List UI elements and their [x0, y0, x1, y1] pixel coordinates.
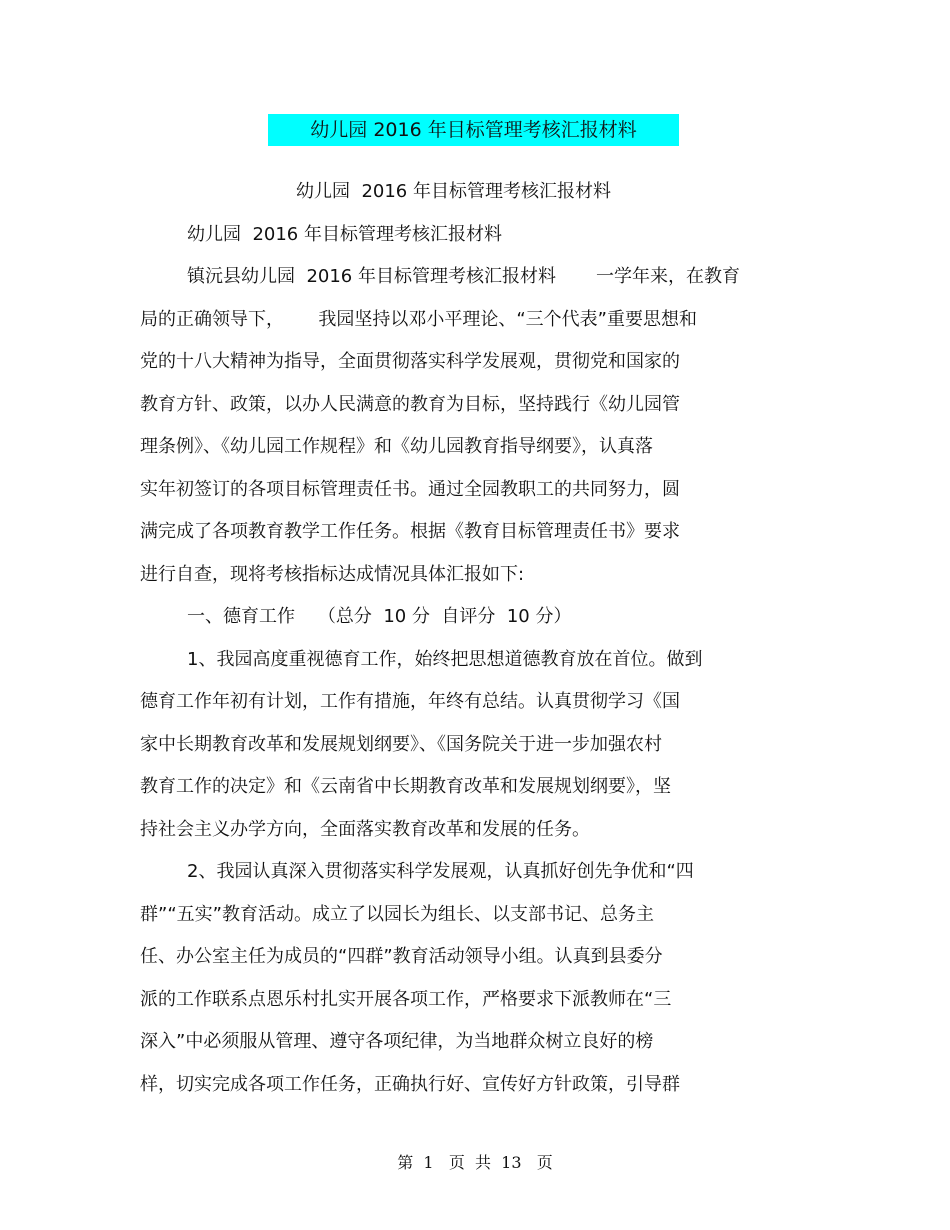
- body-line: 教育工作的决定》和《云南省中长期教育改革和发展规划纲要》，坚: [140, 776, 671, 797]
- body-line: 群”“五实”教育活动。成立了以园长为组长、以支部书记、总务主: [140, 904, 654, 925]
- body-line: 2、我园认真深入贯彻落实科学发展观，认真抓好创先争优和“四: [187, 861, 694, 882]
- body-line: 局的正确领导下， 我园坚持以邓小平理论、“三个代表”重要思想和: [140, 309, 697, 330]
- body-line: 持社会主义办学方向，全面落实教育改革和发展的任务。: [140, 819, 590, 840]
- body-line: 深入”中必须服从管理、遵守各项纪律，为当地群众树立良好的榜: [140, 1031, 654, 1052]
- body-line: 德育工作年初有计划，工作有措施，年终有总结。认真贯彻学习《国: [140, 691, 680, 712]
- body-line: 满完成了各项教育教学工作任务。根据《教育目标管理责任书》要求: [140, 521, 680, 542]
- body-line: 实年初签订的各项目标管理责任书。通过全园教职工的共同努力，圆: [140, 479, 680, 500]
- page-footer: 第 1 页 共 13 页: [397, 1153, 553, 1172]
- body-line: 教育方针、政策，以办人民满意的教育为目标，坚持践行《幼儿园管: [140, 394, 680, 415]
- heading: 幼儿园 2016 年目标管理考核汇报材料: [187, 224, 502, 245]
- body-line: 党的十八大精神为指导，全面贯彻落实科学发展观，贯彻党和国家的: [140, 351, 680, 372]
- body-line: 任、办公室主任为成员的“四群”教育活动领导小组。认真到县委分: [140, 946, 663, 967]
- subtitle: 幼儿园 2016 年目标管理考核汇报材料: [296, 181, 611, 202]
- highlighted-title: 幼儿园 2016 年目标管理考核汇报材料: [310, 119, 637, 141]
- body-line: 家中长期教育改革和发展规划纲要》、《国务院关于进一步加强农村: [140, 734, 662, 755]
- body-line: 1、我园高度重视德育工作，始终把思想道德教育放在首位。做到: [187, 649, 703, 670]
- body-line: 镇沅县幼儿园 2016 年目标管理考核汇报材料 一学年来，在教育: [187, 266, 741, 287]
- body-line: 理条例》、《幼儿园工作规程》和《幼儿园教育指导纲要》，认真落: [140, 436, 653, 457]
- body-line: 进行自查，现将考核指标达成情况具体汇报如下:: [140, 564, 525, 585]
- body-line: 派的工作联系点恩乐村扎实开展各项工作，严格要求下派教师在“三: [140, 989, 672, 1010]
- section-heading: 一、德育工作 （总分 10 分 自评分 10 分）: [187, 606, 572, 627]
- body-line: 样，切实完成各项工作任务，正确执行好、宣传好方针政策，引导群: [140, 1074, 680, 1095]
